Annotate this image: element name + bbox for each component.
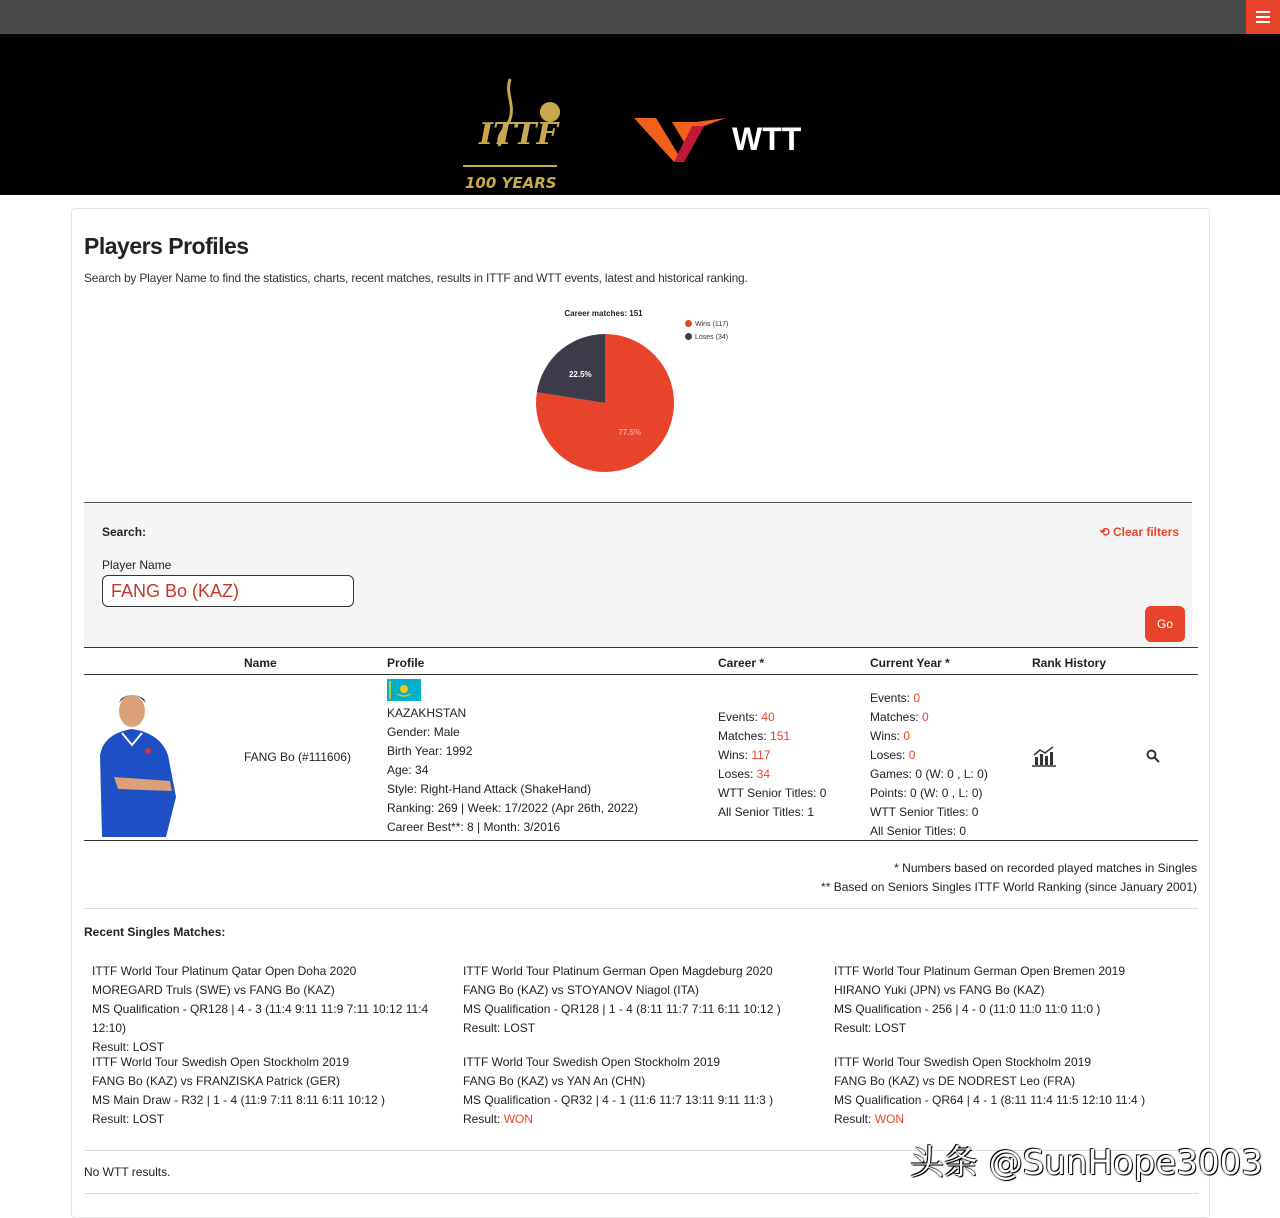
pie-slice-loses[interactable] bbox=[537, 334, 605, 403]
legend-swatch bbox=[685, 320, 692, 327]
match-result-label: Result: bbox=[92, 1112, 133, 1126]
cy-events bbox=[870, 689, 988, 708]
match-result bbox=[834, 1019, 1194, 1038]
ittf-logo[interactable] bbox=[455, 74, 570, 199]
match-result-label: Result: bbox=[834, 1021, 875, 1035]
cy-loses-label: Loses: bbox=[870, 748, 909, 762]
career-loses bbox=[718, 765, 826, 784]
career-events-label: Events: bbox=[718, 710, 762, 724]
hamburger-icon bbox=[1256, 11, 1270, 13]
match-event: ITTF World Tour Platinum German Open Magdeburg 2020 bbox=[463, 964, 773, 978]
match-result-value: LOST bbox=[132, 1112, 165, 1126]
match-item[interactable] bbox=[463, 1053, 823, 1129]
career-events-value: 40 bbox=[761, 710, 775, 724]
match-event: ITTF World Tour Platinum German Open Bremen 2019 bbox=[834, 964, 1126, 978]
kazakhstan-flag-icon bbox=[387, 679, 421, 701]
match-result bbox=[834, 1110, 1194, 1129]
career-wins bbox=[718, 746, 826, 765]
legend-label: Wins (117) bbox=[695, 321, 729, 328]
player-ranking: Ranking: 269 | Week: 17/2022 (Apr 26th, 2022) bbox=[387, 801, 639, 815]
footnote-1: * Numbers based on recorded played matches in Singles bbox=[894, 861, 1197, 875]
page-subtitle: Search by Player Name to find the statistics, charts, recent matches, results in ITTF and WTT events, latest and historical ranking. bbox=[84, 271, 748, 285]
table-row bbox=[84, 675, 1198, 841]
match-detail: MS Qualification - QR128 | 1 - 4 (8:11 11:7 7:11 6:11 10:12 ) bbox=[463, 1002, 781, 1016]
player-name[interactable]: FANG Bo (#111606) bbox=[244, 750, 351, 764]
career-events bbox=[718, 708, 826, 727]
career-loses-value: 34 bbox=[756, 767, 771, 781]
svg-text:WTT: WTT bbox=[732, 121, 802, 157]
match-players: HIRANO Yuki (JPN) vs FANG Bo (KAZ) bbox=[834, 983, 1045, 997]
match-detail: MS Qualification - QR32 | 4 - 1 (11:6 11:7 13:11 9:11 11:3 ) bbox=[463, 1093, 774, 1107]
match-detail: MS Qualification - QR128 | 4 - 3 (11:4 9:11 11:9 7:11 10:12 11:4 12:10) bbox=[92, 1002, 429, 1035]
match-result bbox=[463, 1019, 823, 1038]
clear-filters-label: Clear filters bbox=[1112, 525, 1179, 539]
header-current-year: Current Year * bbox=[870, 656, 950, 670]
watermark: 头条 @SunHope3003 bbox=[910, 1143, 1263, 1183]
cy-all-titles: All Senior Titles: 0 bbox=[870, 824, 967, 838]
search-icon[interactable] bbox=[1146, 749, 1160, 763]
match-result-value: WON bbox=[874, 1112, 905, 1126]
match-result bbox=[463, 1110, 823, 1129]
pie-slice-label: 22.5% bbox=[568, 370, 592, 380]
cy-loses-value: 0 bbox=[908, 748, 916, 762]
match-event: ITTF World Tour Swedish Open Stockholm 2019 bbox=[92, 1055, 350, 1069]
career-wtt-titles: WTT Senior Titles: 0 bbox=[718, 786, 827, 800]
profile-card bbox=[71, 208, 1210, 1218]
match-event: ITTF World Tour Platinum Qatar Open Doha 2020 bbox=[92, 964, 357, 978]
career-matches-value: 151 bbox=[770, 729, 791, 743]
cy-events-label: Events: bbox=[870, 691, 914, 705]
player-name-input[interactable]: FANG Bo (KAZ) bbox=[102, 575, 354, 607]
career-wins-value: 117 bbox=[751, 748, 771, 762]
match-players: FANG Bo (KAZ) vs FRANZISKA Patrick (GER) bbox=[92, 1074, 341, 1088]
header-banner bbox=[0, 34, 1280, 195]
svg-text:ITTF: ITTF bbox=[479, 117, 558, 152]
header-name: Name bbox=[244, 656, 277, 670]
profile-column bbox=[387, 679, 638, 837]
pie-chart bbox=[512, 304, 695, 474]
chart-legend bbox=[685, 318, 728, 344]
footnotes bbox=[821, 859, 1197, 897]
cy-points: Points: 0 (W: 0 , L: 0) bbox=[870, 786, 983, 800]
match-detail: MS Qualification - 256 | 4 - 0 (11:0 11:0 11:0 11:0 ) bbox=[834, 1002, 1101, 1016]
player-photo bbox=[96, 685, 181, 837]
cy-matches-label: Matches: bbox=[870, 710, 923, 724]
current-year-column bbox=[870, 689, 988, 841]
legend-swatch bbox=[685, 333, 692, 340]
hamburger-icon-line bbox=[1256, 21, 1270, 23]
footnote-2: ** Based on Seniors Singles ITTF World Ranking (since January 2001) bbox=[821, 880, 1197, 894]
cy-games: Games: 0 (W: 0 , L: 0) bbox=[870, 767, 988, 781]
career-loses-label: Loses: bbox=[718, 767, 757, 781]
career-matches-chart bbox=[512, 304, 772, 474]
divider bbox=[84, 1193, 1198, 1194]
cy-events-value: 0 bbox=[913, 691, 921, 705]
cy-wtt-titles: WTT Senior Titles: 0 bbox=[870, 805, 979, 819]
cy-wins-label: Wins: bbox=[870, 729, 904, 743]
player-gender: Gender: Male bbox=[387, 725, 460, 739]
match-event: ITTF World Tour Swedish Open Stockholm 2019 bbox=[834, 1055, 1092, 1069]
match-result-label: Result: bbox=[463, 1112, 504, 1126]
hamburger-icon-line bbox=[1256, 16, 1270, 18]
page-title: Players Profiles bbox=[84, 233, 249, 259]
divider bbox=[84, 908, 1198, 909]
player-career-best: Career Best**: 8 | Month: 3/2016 bbox=[387, 820, 561, 834]
player-age: Age: 34 bbox=[387, 763, 429, 777]
match-result-value: WON bbox=[503, 1112, 534, 1126]
refresh-icon: ⟲ bbox=[1099, 525, 1110, 539]
recent-matches-title: Recent Singles Matches: bbox=[84, 925, 226, 939]
top-bar bbox=[0, 0, 1280, 34]
header-career: Career * bbox=[718, 656, 765, 670]
match-detail: MS Main Draw - R32 | 1 - 4 (11:9 7:11 8:11 6:11 10:12 ) bbox=[92, 1093, 386, 1107]
career-matches-label: Matches: bbox=[718, 729, 771, 743]
match-result-label: Result: bbox=[463, 1021, 504, 1035]
search-label: Search: bbox=[102, 525, 147, 539]
header-profile: Profile bbox=[387, 656, 425, 670]
legend-item-wins[interactable] bbox=[685, 318, 728, 331]
cy-wins bbox=[870, 727, 988, 746]
rank-history-chart-icon[interactable] bbox=[1032, 745, 1056, 767]
player-country: KAZAKHSTAN bbox=[387, 706, 467, 720]
match-result-value: LOST bbox=[503, 1021, 536, 1035]
hamburger-menu-button[interactable] bbox=[1246, 0, 1280, 34]
match-players: FANG Bo (KAZ) vs YAN An (CHN) bbox=[463, 1074, 646, 1088]
match-players: MOREGARD Truls (SWE) vs FANG Bo (KAZ) bbox=[92, 983, 335, 997]
cy-loses bbox=[870, 746, 988, 765]
match-detail: MS Qualification - QR64 | 4 - 1 (8:11 11:4 11:5 12:10 11:4 ) bbox=[834, 1093, 1146, 1107]
match-item[interactable] bbox=[834, 1053, 1194, 1129]
match-result-value: LOST bbox=[874, 1021, 907, 1035]
career-column bbox=[718, 708, 826, 822]
match-item[interactable] bbox=[463, 962, 823, 1038]
match-event: ITTF World Tour Swedish Open Stockholm 2019 bbox=[463, 1055, 721, 1069]
wtt-logo[interactable] bbox=[634, 114, 824, 164]
career-all-titles: All Senior Titles: 1 bbox=[718, 805, 815, 819]
pie-slice-label: 77.5% bbox=[618, 427, 642, 437]
no-wtt-results: No WTT results. bbox=[84, 1165, 171, 1179]
match-item[interactable] bbox=[834, 962, 1194, 1038]
search-panel bbox=[84, 502, 1192, 647]
player-birth-year: Birth Year: 1992 bbox=[387, 744, 473, 758]
match-result-value: LOST bbox=[132, 1040, 165, 1054]
svg-text:100 YEARS: 100 YEARS bbox=[465, 174, 557, 192]
chart-title: Career matches: 151 bbox=[564, 309, 643, 318]
cy-matches bbox=[870, 708, 988, 727]
legend-item-loses[interactable] bbox=[685, 331, 728, 344]
go-button[interactable]: Go bbox=[1145, 606, 1185, 642]
legend-label: Loses (34) bbox=[695, 334, 729, 341]
match-players: FANG Bo (KAZ) vs DE NODREST Leo (FRA) bbox=[834, 1074, 1076, 1088]
cy-matches-value: 0 bbox=[922, 710, 929, 724]
clear-filters-link[interactable] bbox=[1100, 525, 1179, 539]
match-result bbox=[92, 1110, 452, 1129]
players-table-header bbox=[84, 647, 1198, 675]
match-result-label: Result: bbox=[834, 1112, 875, 1126]
player-name-label: Player Name bbox=[102, 558, 172, 572]
cy-wins-value: 0 bbox=[903, 729, 911, 743]
career-wins-label: Wins: bbox=[718, 748, 752, 762]
match-item[interactable] bbox=[92, 1053, 452, 1129]
match-result-label: Result: bbox=[92, 1040, 133, 1054]
match-players: FANG Bo (KAZ) vs STOYANOV Niagol (ITA) bbox=[463, 983, 700, 997]
player-style: Style: Right-Hand Attack (ShakeHand) bbox=[387, 782, 592, 796]
header-rank-history: Rank History bbox=[1032, 656, 1107, 670]
match-item[interactable] bbox=[92, 962, 452, 1057]
career-matches bbox=[718, 727, 826, 746]
